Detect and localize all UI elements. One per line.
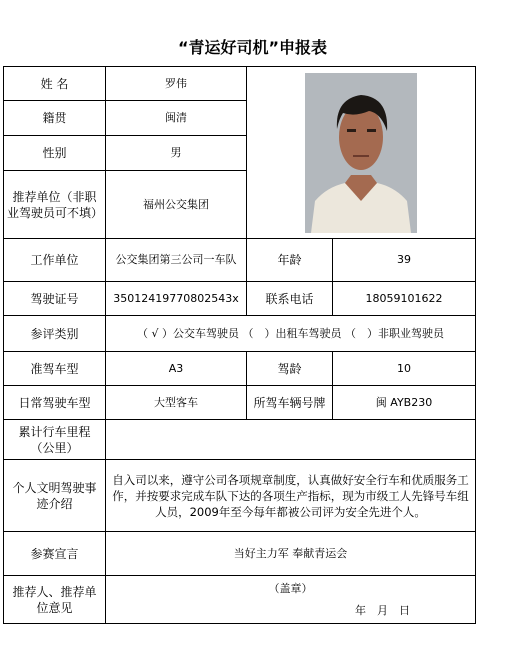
- category-option-nonpro: （ ）非职业驾驶员: [345, 326, 444, 340]
- phone-value: 18059101622: [333, 282, 476, 316]
- photo-cell: [247, 67, 476, 239]
- daily-vehicle-value: 大型客车: [106, 386, 247, 420]
- declaration-label: 参赛宣言: [4, 532, 106, 576]
- driving-years-label: 驾龄: [247, 352, 333, 386]
- mileage-value: [106, 420, 476, 460]
- license-label: 驾驶证号: [4, 282, 106, 316]
- form-title: “青运好司机”申报表: [177, 38, 328, 57]
- work-unit-value: 公交集团第三公司一车队: [106, 239, 247, 282]
- gender-label: 性别: [4, 136, 106, 171]
- endorse-area: [106, 576, 476, 624]
- date-text: 年 月 日: [355, 603, 410, 617]
- name-value: 罗伟: [106, 67, 247, 101]
- recommender-label: 推荐单位（非职业驾驶员可不填）: [4, 171, 106, 239]
- age-value: 39: [333, 239, 476, 282]
- license-value: 35012419770802543x: [106, 282, 247, 316]
- daily-vehicle-label: 日常驾驶车型: [4, 386, 106, 420]
- driving-years-value: 10: [333, 352, 476, 386]
- origin-value: 闽清: [106, 101, 247, 136]
- plate-label: 所驾车辆号牌: [247, 386, 333, 420]
- application-form: [3, 66, 476, 624]
- category-option-bus: （ √ ）公交车驾驶员: [136, 326, 239, 340]
- seal-text: （盖章）: [268, 581, 313, 595]
- vehicle-class-label: 准驾车型: [4, 352, 106, 386]
- category-label: 参评类别: [4, 316, 106, 352]
- age-label: 年龄: [247, 239, 333, 282]
- declaration-text: 当好主力军 奉献青运会: [106, 532, 476, 576]
- origin-label: 籍贯: [4, 101, 106, 136]
- name-label: 姓 名: [4, 67, 106, 101]
- category-options: [106, 316, 476, 352]
- endorse-label: 推荐人、推荐单位意见: [4, 576, 106, 624]
- vehicle-class-value: A3: [106, 352, 247, 386]
- deeds-text: 自入司以来，遵守公司各项规章制度，认真做好安全行车和优质服务工作，并按要求完成车队下达的各项生产指标，现为市级工人先锋号车组人员，2009年至今每年都被公司评为安全先进个人。: [106, 460, 476, 532]
- gender-value: 男: [106, 136, 247, 171]
- work-unit-label: 工作单位: [4, 239, 106, 282]
- recommender-value: 福州公交集团: [106, 171, 247, 239]
- category-option-taxi: （ ）出租车驾驶员: [242, 326, 342, 340]
- phone-label: 联系电话: [247, 282, 333, 316]
- deeds-label: 个人文明驾驶事迹介绍: [4, 460, 106, 532]
- mileage-label: 累计行车里程（公里）: [4, 420, 106, 460]
- plate-value: 闽 AYB230: [333, 386, 476, 420]
- applicant-photo: [305, 73, 417, 233]
